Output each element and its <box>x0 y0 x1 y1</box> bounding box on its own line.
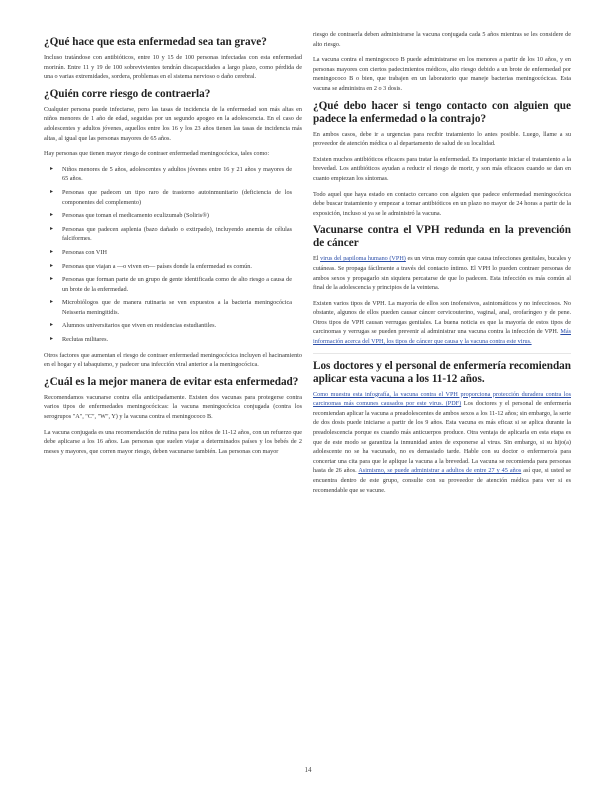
heading-hpv: Vacunarse contra el VPH redunda en la prevención de cáncer <box>313 224 571 250</box>
bullet-icon: ▸ <box>50 212 54 219</box>
divider <box>313 353 571 354</box>
paragraph-urgent-care: En ambos casos, debe ir a urgencias para recibir tratamiento lo antes posible. Luego, llame a su proveedor de atención médica o al departamento de salud de su localidad. <box>313 130 571 148</box>
bullet-icon: ▸ <box>50 336 54 343</box>
list-item: ▸ Alumnos universitarios que viven en residencias estudiantiles. <box>50 322 217 330</box>
paragraph-risk-intro: Hay personas que tienen mayor riesgo de contraer enfermedad meningocócica, tales como: <box>44 150 270 158</box>
infographic-link[interactable]: Como muestra esta infografía, la vacuna contra el VPH proporciona protección duradera contra los carcinomas más comunes causados por este virus. (PDF) <box>313 390 571 408</box>
bullet-icon: ▸ <box>50 225 54 232</box>
list-item: ▸ Personas que toman el medicamento eculizumab (Soliris®) <box>50 212 209 220</box>
left-column <box>44 30 302 462</box>
hpv-link[interactable]: virus del papiloma humano (VPH) <box>320 255 406 263</box>
list-item: ▸ Personas que padecen un tipo raro de trastorno autoinmunitario (deficiencia de los componentes del complemento) <box>50 188 292 206</box>
bullet-icon: ▸ <box>50 299 54 306</box>
bullet-icon: ▸ <box>50 262 54 269</box>
bullet-icon: ▸ <box>50 276 54 283</box>
paragraph-antibiotics: Existen muchos antibióticos eficaces para tratar la enfermedad. Es importante iniciar el tratamiento a la brevedad. Los antibióticos ayudan a reducir el riesgo de morir, y son más eficaces cuando se dan en cuanto empiezan los síntomas. <box>313 155 571 182</box>
list-item: ▸ Personas que forman parte de un grupo de gente identificada como de alto riesgo a causa de un brote de la enfermedad. <box>50 276 292 293</box>
risk-list <box>44 165 302 345</box>
bullet-icon: ▸ <box>50 165 54 172</box>
list-item: ▸ Reclutas militares. <box>50 336 109 344</box>
bullet-icon: ▸ <box>50 322 54 329</box>
paragraph-close-contact: Todo aquel que haya estado en contacto cercano con alguien que padece enfermedad meningocócica debe buscar tratamiento y empezar a tomar antibióticos en un plazo no mayor de 24 horas a partir de la exposición, incluso si ya se le administró la vacuna. <box>313 190 571 217</box>
paragraph-menb: La vacuna contra el meningococo B puede administrarse en los menores a partir de los 10 años, y en personas mayores con ciertos padecimientos médicos, alto riesgo debido a un brote de enfermedad por meningococo B o bien, que trabajen en un laboratorio que maneje bacterias meningocócicas. Esta vacuna se administra en 2 o 3 dosis. <box>313 56 571 92</box>
adults-link[interactable]: Asimismo, se puede administrar a adultos de entre 27 y 45 años <box>358 467 522 475</box>
list-item: ▸ Personas que padecen asplenia (bazo dañado o extirpado), incluyendo anemia de células falciformes. <box>50 225 292 243</box>
right-column <box>313 30 571 501</box>
heading-recommend: Los doctores y el personal de enfermería recomiendan aplicar esta vacuna a los 11-12 años. <box>313 359 571 385</box>
list-item: ▸ Personas con VIH <box>50 248 107 256</box>
heading-contact: ¿Qué debo hacer si tengo contacto con alguien que padece la enfermedad o la contrajo? <box>313 99 571 125</box>
list-item: ▸ Niños menores de 5 años, adolescentes y adultos jóvenes entre 16 y 21 años y mayores de 65 años. <box>50 165 292 183</box>
paragraph-other-factors: Otros factores que aumentan el riesgo de contraer enfermedad meningocócica incluyen el hacinamiento en el hogar y el tabaquismo, y padecer una infección viral anterior a la meningocócica. <box>44 351 302 369</box>
bullet-icon: ▸ <box>50 188 54 195</box>
list-item: ▸ Microbiólogos que de manera rutinaria se ven expuestos a la bacteria meningocócica Neisseria meningitidis. <box>50 299 292 316</box>
page-number: 14 <box>304 766 312 774</box>
heading-who-at-risk: ¿Quién corre riesgo de contraerla? <box>44 87 211 100</box>
paragraph-conjugate: La vacuna conjugada es una recomendación de rutina para los niños de 11-12 años, con un refuerzo que debe aplicarse a los 16 años. Las personas que suelen viajar a determinados países y los bebés de 2 meses y mayores, que corren mayor riesgo, deben vacunarse también. Las personas con mayor <box>44 428 302 455</box>
heading-why-serious: ¿Qué hace que esta enfermedad sea tan grave? <box>44 36 267 48</box>
heading-prevention: ¿Cuál es la mejor manera de evitar esta enfermedad? <box>44 375 299 388</box>
paragraph-hpv-types: Existen varios tipos de VPH. La mayoría de ellos son inofensivos, asintomáticos y no infecciosos. No obstante, algunos de ellos pueden causar cáncer cervicouterino, vaginal, anal, orofaríngeo y de pene. Otros tipos de VPH causan verrugas genitales. La buena noticia es que la mayoría de estos tipos de carcinomas y verrugas se pueden prevenir al administrar una vacuna contra la infección de VPH. Más información acerca del VPH, los tipos de cáncer que causa y la vacuna contra este virus. <box>313 299 571 346</box>
list-item: ▸ Personas que viajan a —o viven en— países donde la enfermedad es común. <box>50 262 252 270</box>
paragraph-severity: Incluso tratándose con antibióticos, entre 10 y 15 de 100 personas infectadas con esta enfermedad morirán. Entre 11 y 19 de 100 sobrevivientes tendrán discapacidades a largo plazo, como pérdida de una o varias extremidades, sordera, problemas en el sistema nervioso o daño cerebral. <box>44 54 302 81</box>
paragraph-incidence: Cualquier persona puede infectarse, pero las tasas de incidencia de la enfermedad son más altas en niños menores de 1 año de edad, seguidas por un segundo apogeo en la adolescencia. En el caso de adolescentes y adultos jóvenes, aquellos entre los 16 y los 23 años tienen las tasas de incidencia más altas, al igual que las personas mayores de 65 años. <box>44 105 302 142</box>
paragraph-recommend: Como muestra esta infografía, la vacuna contra el VPH proporciona protección duradera contra los carcinomas más comunes causados por este virus. (PDF) Los doctores y el personal de enfermería recomiendan aplicar la vacuna a preadolescentes de ambos sexos a los 11-12 años; sin embargo, la serie de dos dosis puede iniciarse a partir de los 9 años. Esta vacuna es más eficaz si se aplica durante la preadolescencia porque es cuando más anticuerpos produce. Otra ventaja de aplicarla en esta etapa es que de este modo se garantiza la inmunidad antes de exponerse al virus. Sin embargo, si su hijo(a) adolescente no se ha vacunado, no es demasiado tarde. Hable con su doctor o enfermero/a para concertar una cita para que le aplique la vacuna a la brevedad. La vacuna se recomienda para personas hasta de 26 años. Asimismo, se puede administrar a adultos de entre 27 y 45 años así que, si usted se encuentra dentro de este grupo, consulte con su proveedor de atención médica para ver si es recomendable que se vacune. <box>313 390 571 494</box>
paragraph-vaccines: Recomendamos vacunarse contra ella anticipadamente. Existen dos vacunas para protegerse contra varios tipos de enfermedades meningocócicas: la vacuna meningocócica conjugada (contra los serogrupos "A", "C", "W", Y) y la vacuna contra el meningococo B. <box>44 393 302 421</box>
bullet-icon: ▸ <box>50 248 54 255</box>
paragraph-hpv-intro: El virus del papiloma humano (VPH) es un virus muy común que causa infecciones genitales, bucales y cutáneas. Se propaga fácilmente a través del contacto íntimo. El VPH lo pueden contraer personas de ambos sexos y propagarlo sin siquiera percatarse de que lo padecen. Esta infección es más común al final de la adolescencia y principios de la veintena. <box>313 255 571 292</box>
paragraph-conjugate-cont: riesgo de contraerla deben administrarse la vacuna conjugada cada 5 años mientras se les considere de alto riesgo. <box>313 31 571 48</box>
hpv-more-info-link[interactable]: Más información acerca del VPH, los tipos de cáncer que causa y la vacuna contra este virus. <box>313 328 571 346</box>
